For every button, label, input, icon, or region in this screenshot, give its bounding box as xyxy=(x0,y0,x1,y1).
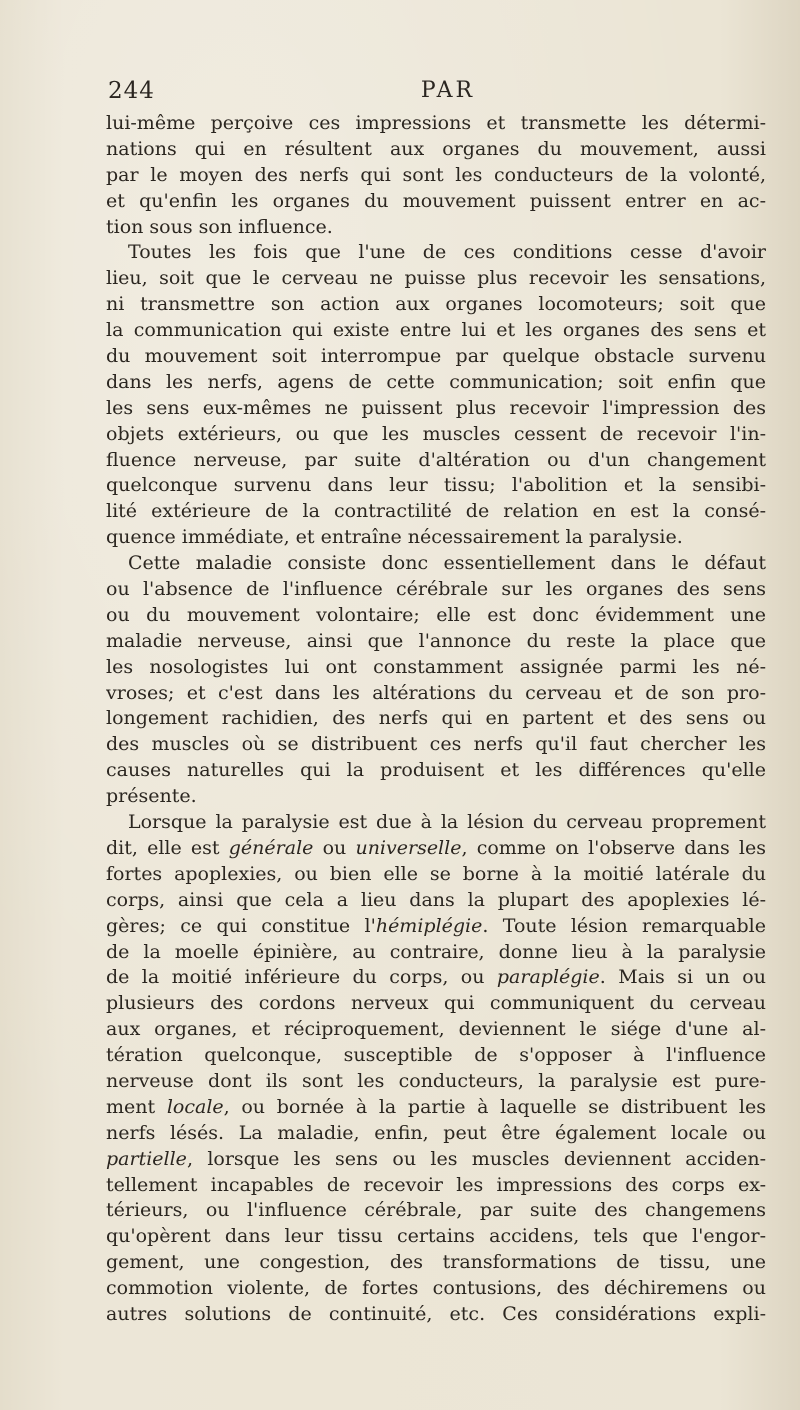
text-line: la communication qui existe entre lui et les organes des sens et xyxy=(106,319,766,342)
text-line: présente. xyxy=(106,785,197,808)
page-number: 244 xyxy=(108,78,155,104)
text-line: Lorsque la paralysie est due à la lésion du cerveau proprement xyxy=(128,811,766,834)
text-line: lité extérieure de la contractilité de relation en est la consé- xyxy=(106,500,766,523)
text-line: des muscles où se distribuent ces nerfs qu'il faut chercher les xyxy=(106,733,766,756)
text-line: corps, ainsi que cela a lieu dans la plupart des apoplexies lé- xyxy=(106,888,766,911)
text-line: par le moyen des nerfs qui sont les conducteurs de la volonté, xyxy=(106,163,766,186)
text-line: dans les nerfs, agens de cette communication; soit enfin que xyxy=(106,370,766,393)
text-line: les sens eux-mêmes ne puissent plus recevoir l'impression des xyxy=(106,396,766,419)
text-line: partielle, lorsque les sens ou les muscles deviennent acciden- xyxy=(106,1147,766,1170)
text-line: les nosologistes lui ont constamment assignée parmi les né- xyxy=(106,655,766,678)
text-line: longement rachidien, des nerfs qui en partent et des sens ou xyxy=(106,707,766,730)
body-text xyxy=(106,111,766,1328)
text-line: Cette maladie consiste donc essentiellement dans le défaut xyxy=(128,552,766,575)
text-line: gement, une congestion, des transformations de tissu, une xyxy=(106,1251,766,1274)
text-line: quelconque survenu dans leur tissu; l'abolition et la sensibi- xyxy=(106,474,766,497)
text-line: autres solutions de continuité, etc. Ces considérations expli- xyxy=(106,1302,766,1325)
running-head: PAR xyxy=(420,78,476,103)
text-line: qu'opèrent dans leur tissu certains accidens, tels que l'engor- xyxy=(106,1225,766,1248)
text-line: de la moitié inférieure du corps, ou paraplégie. Mais si un ou xyxy=(106,966,766,989)
text-line: ni transmettre son action aux organes locomoteurs; soit que xyxy=(106,293,766,316)
text-line: tellement incapables de recevoir les impressions des corps ex- xyxy=(106,1173,766,1196)
text-line: lieu, soit que le cerveau ne puisse plus recevoir les sensations, xyxy=(106,267,766,290)
text-line: gères; ce qui constitue l'hémiplégie. Toute lésion remarquable xyxy=(106,914,766,937)
text-line: nerveuse dont ils sont les conducteurs, la paralysie est pure- xyxy=(106,1069,766,1092)
text-line: objets extérieurs, ou que les muscles cessent de recevoir l'in- xyxy=(106,422,766,445)
text-line: dit, elle est générale ou universelle, comme on l'observe dans les xyxy=(106,836,766,859)
text-line: ou l'absence de l'influence cérébrale sur les organes des sens xyxy=(106,578,766,601)
text-line: vroses; et c'est dans les altérations du cerveau et de son pro- xyxy=(106,681,766,704)
text-line: fluence nerveuse, par suite d'altération ou d'un changement xyxy=(106,448,766,471)
text-line: Toutes les fois que l'une de ces conditions cesse d'avoir xyxy=(128,241,766,264)
text-line: nations qui en résultent aux organes du mouvement, aussi xyxy=(106,137,766,160)
text-line: de la moelle épinière, au contraire, donne lieu à la paralysie xyxy=(106,940,766,963)
text-line: ou du mouvement volontaire; elle est donc évidemment une xyxy=(106,603,766,626)
text-line: térieurs, ou l'influence cérébrale, par suite des changemens xyxy=(106,1199,766,1222)
text-line: quence immédiate, et entraîne nécessairement la paralysie. xyxy=(106,526,683,549)
text-line: tion sous son influence. xyxy=(106,215,333,238)
text-line: tération quelconque, susceptible de s'opposer à l'influence xyxy=(106,1044,766,1067)
text-line: causes naturelles qui la produisent et les différences qu'elle xyxy=(106,759,766,782)
text-line: et qu'enfin les organes du mouvement puissent entrer en ac- xyxy=(106,189,766,212)
text-line: maladie nerveuse, ainsi que l'annonce du reste la place que xyxy=(106,629,766,652)
text-line: lui-même perçoive ces impressions et transmette les détermi- xyxy=(106,112,766,134)
text-line: fortes apoplexies, ou bien elle se borne à la moitié latérale du xyxy=(106,862,766,885)
text-line: plusieurs des cordons nerveux qui communiquent du cerveau xyxy=(106,992,766,1015)
page-header xyxy=(108,78,768,108)
text-line: du mouvement soit interrompue par quelque obstacle survenu xyxy=(106,345,766,368)
text-line: commotion violente, de fortes contusions, des déchiremens ou xyxy=(106,1277,766,1300)
text-line: aux organes, et réciproquement, deviennent le siége d'une al- xyxy=(106,1018,766,1041)
text-line: ment locale, ou bornée à la partie à laquelle se distribuent les xyxy=(106,1095,766,1118)
text-line: nerfs lésés. La maladie, enfin, peut être également locale ou xyxy=(106,1121,766,1144)
